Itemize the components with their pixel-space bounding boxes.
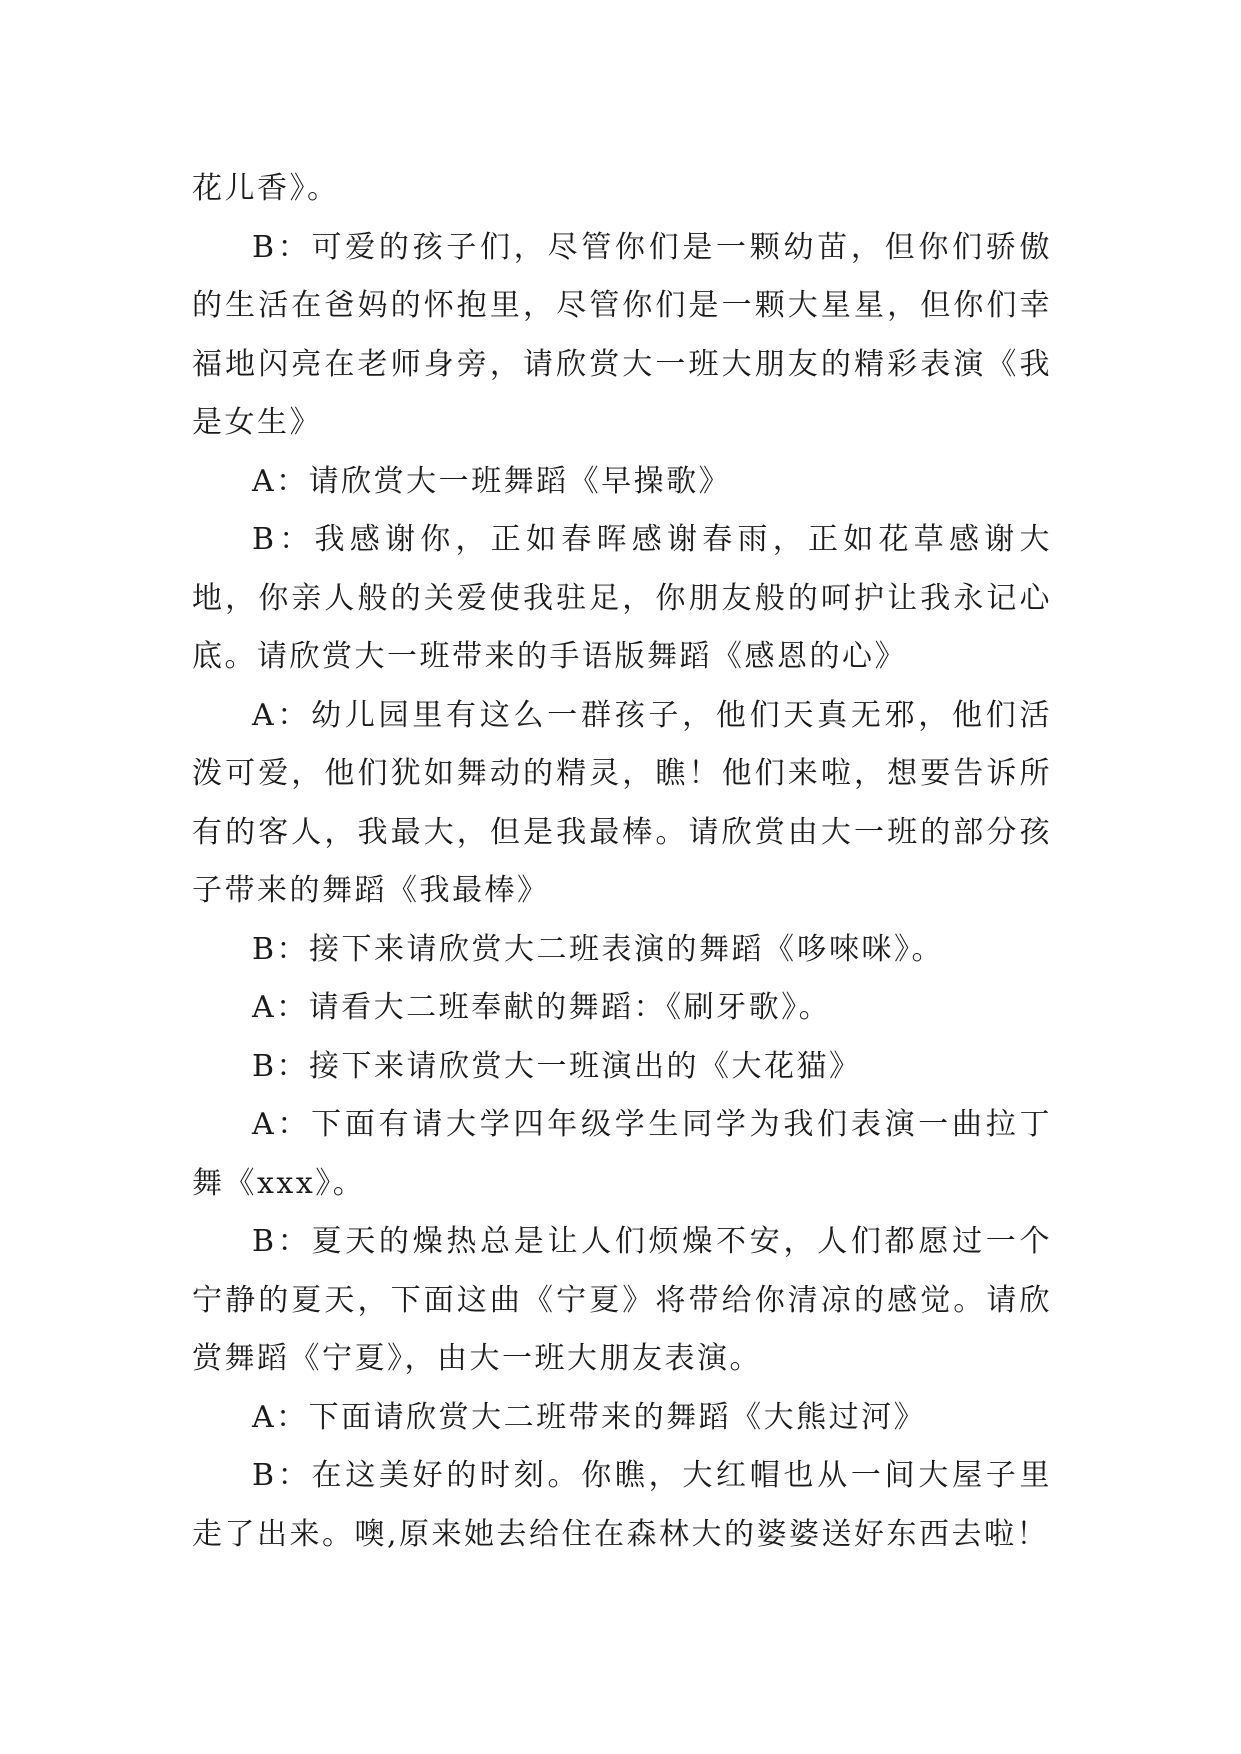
paragraph-dialogue: B：我感谢你，正如春晖感谢春雨，正如花草感谢大地，你亲人般的关爱使我驻足，你朋友般的呵护让我永记心底。请欣赏大一班带来的手语版舞蹈《感恩的心》 <box>192 522 1052 674</box>
document-body <box>192 160 1052 1564</box>
paragraph-dialogue: A：请看大二班奉献的舞蹈：《刷牙歌》。 <box>252 990 832 1025</box>
paragraph-dialogue: B：接下来请欣赏大二班表演的舞蹈《哆唻咪》。 <box>252 931 945 967</box>
paragraph-dialogue: A：幼儿园里有这么一群孩子，他们天真无邪，他们活泼可爱，他们犹如舞动的精灵，瞧！他们来啦，想要告诉所有的客人，我最大，但是我最棒。请欣赏由大一班的部分孩子带来的舞蹈《我最棒》 <box>192 697 1052 908</box>
paragraph-dialogue: B：在这美好的时刻。你瞧，大红帽也从一间大屋子里走了出来。噢,原来她去给住在森林大的婆婆送好东西去啦！ <box>192 1458 1052 1552</box>
paragraph-dialogue: B：接下来请欣赏大一班演出的《大花猫》 <box>252 1048 862 1084</box>
paragraph-dialogue: A：下面有请大学四年级学生同学为我们表演一曲拉丁舞《xxx》。 <box>192 1107 1052 1201</box>
paragraph-dialogue: B：可爱的孩子们，尽管你们是一颗幼苗，但你们骄傲的生活在爸妈的怀抱里，尽管你们是一颗大星星，但你们幸福地闪亮在老师身旁，请欣赏大一班大朋友的精彩表演《我是女生》 <box>192 229 1052 440</box>
paragraph-dialogue: B：夏天的燥热总是让人们烦燥不安，人们都愿过一个宁静的夏天，下面这曲《宁夏》将带给你清凉的感觉。请欣赏舞蹈《宁夏》，由大一班大朋友表演。 <box>192 1224 1052 1376</box>
paragraph-dialogue: A：下面请欣赏大二班带来的舞蹈《大熊过河》 <box>252 1399 927 1435</box>
paragraph-dialogue: A：请欣赏大一班舞蹈《早操歌》 <box>252 463 732 499</box>
paragraph-continuation: 花儿香》。 <box>192 171 340 206</box>
